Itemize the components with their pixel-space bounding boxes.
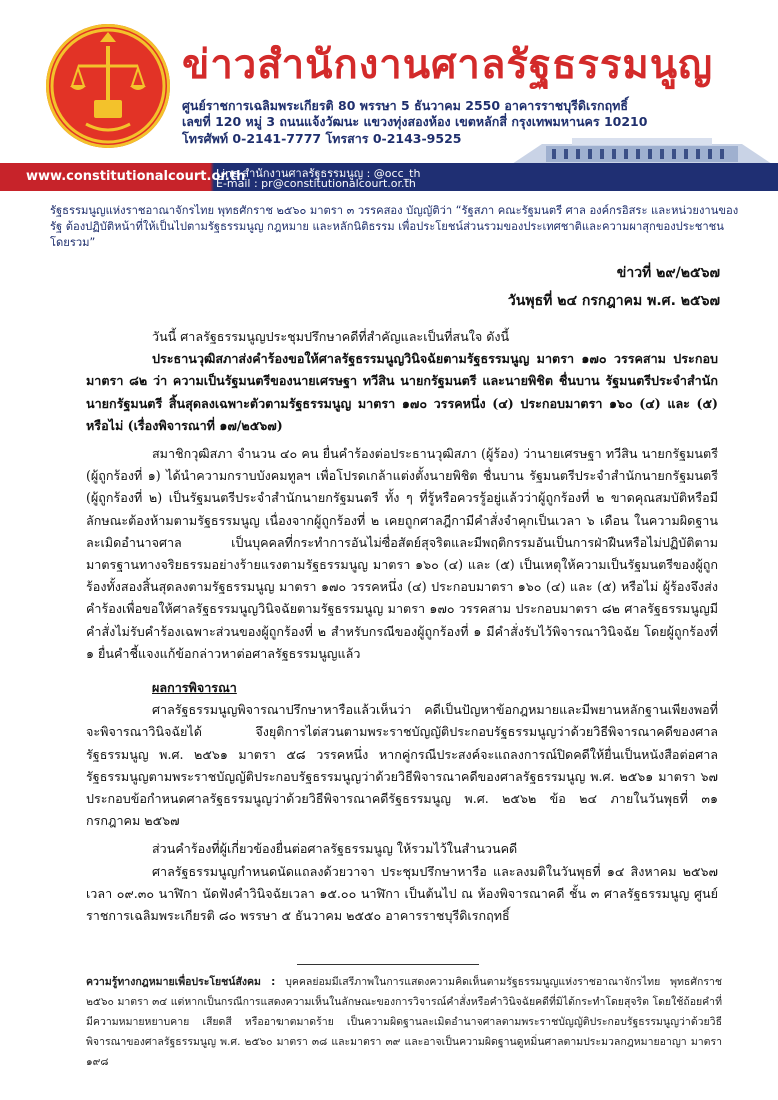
news-body [86,326,718,927]
contact-band [0,163,778,191]
phone-fax: โทรศัพท์ 0-2141-7777 โทรสาร 0-2143-9525 [182,131,462,146]
news-number: ข่าวที่ ๒๙/๒๕๖๗ [616,265,720,281]
email-contact: E-mail : pr@constitutionalcourt.or.th [216,177,416,190]
government-building-icon [512,134,772,166]
footnote-text: บุคคลย่อมมีเสรีภาพในการแสดงความคิดเห็นตามรัฐธรรมนูญแห่งราชอาณาจักรไทย พุทธศักราช ๒๕๖๐ มาตรา ๓๔ แต่หากเป็นกรณีการแสดงความเห็นในลักษณะของการวิจารณ์คำสั่งหรือคำวินิจฉัยคดีที่มิได้กระทำโดยสุจริต โดยใช้ถ้อยคำที่มีความหมายหยาบคาย เสียดสี หรืออาฆาตมาดร้าย เป็นความผิดฐานละเมิดอำนาจศาลตามพระราชบัญญัติประกอบรัฐธรรมนูญว่าด้วยวิธีพิจารณาของศาลรัฐธรรมนูญ พ.ศ. ๒๕๖๐ มาตรา ๓๘ และมาตรา ๓๙ และอาจเป็นความผิดฐานดูหมิ่นศาลตามประมวลกฎหมายอาญา มาตรา ๑๙๘ [86,976,723,1068]
line-contact: Line สำนักงานศาลรัฐธรรมนูญ : @occ_th [216,167,421,180]
footnote-divider [297,964,479,965]
footnote-label: ความรู้ทางกฎหมายเพื่อประโยชน์สังคม : [86,976,276,988]
address-line-2: เลขที่ 120 หมู่ 3 ถนนแจ้งวัฒนะ แขวงทุ่งสองห้อง เขตหลักสี่ กรุงเทพมหานคร 10210 [182,114,648,129]
case-title: ประธานวุฒิสภาส่งคำร้องขอให้ศาลรัฐธรรมนูญวินิจฉัยตามรัฐธรรมนูญ มาตรา ๑๗๐ วรรคสาม ประกอบมาตรา ๘๒ ว่า ความเป็นรัฐมนตรีของนายเศรษฐา ทวีสิน นายกรัฐมนตรี และนายพิชิต ชื่นบาน รัฐมนตรีประจำสำนักนายกรัฐมนตรี สิ้นสุดลงเฉพาะตัวตามรัฐธรรมนูญ มาตรา ๑๗๐ วรรคหนึ่ง (๔) ประกอบมาตรา ๑๖๐ (๔) และ (๕) หรือไม่ (เรื่องพิจารณาที่ ๑๗/๒๕๖๗) [86,351,718,433]
result-paragraph-3: ศาลรัฐธรรมนูญกำหนดนัดแถลงด้วยวาจา ประชุมปรึกษาหารือ และลงมติในวันพุธที่ ๑๔ สิงหาคม ๒๕๖๗ เวลา ๐๙.๓๐ นาฬิกา นัดฟังคำวินิจฉัยเวลา ๑๕.๐๐ นาฬิกา เป็นต้นไป ณ ห้องพิจารณาคดี ชั้น ๓ ศาลรัฐธรรมนูญ ศูนย์ราชการเฉลิมพระเกียรติ ๘๐ พรรษา ๕ ธันวาคม ๒๕๕๐ อาคารราชบุรีดิเรกฤทธิ์ [86,863,718,924]
constitution-quote: รัฐธรรมนูญแห่งราชอาณาจักรไทย พุทธศักราช ๒๕๖๐ มาตรา ๓ วรรคสอง บัญญัติว่า “รัฐสภา คณะรัฐมนตรี ศาล องค์กรอิสระ และหน่วยงานของรัฐ ต้องปฏิบัติหน้าที่ให้เป็นไปตามรัฐธรรมนูญ กฎหมาย และหลักนิติธรรม เพื่อประโยชน์ส่วนรวมของประเทศชาติและความผาสุกของประชาชนโดยรวม” [50,204,739,249]
address-line-1: ศูนย์ราชการเฉลิมพระเกียรติ 80 พรรษา 5 ธันวาคม 2550 อาคารราชบุรีดิเรกฤทธิ์ [182,98,629,113]
intro-paragraph: วันนี้ ศาลรัฐธรรมนูญประชุมปรึกษาคดีที่สำคัญและเป็นที่สนใจ ดังนี้ [152,329,510,344]
result-paragraph-1: ศาลรัฐธรรมนูญพิจารณาปรึกษาหารือแล้วเห็นว่า คดีเป็นปัญหาข้อกฎหมายและมีพยานหลักฐานเพียงพอที่จะพิจารณาวินิจฉัยได้ จึงยุติการไต่สวนตามพระราชบัญญัติประกอบรัฐธรรมนูญว่าด้วยวิธีพิจารณาคดีของศาลรัฐธรรมนูญ พ.ศ. ๒๕๖๑ มาตรา ๕๘ วรรคหนึ่ง หากคู่กรณีประสงค์จะแถลงการณ์ปิดคดีให้ยื่นเป็นหนังสือต่อศาลรัฐธรรมนูญตามพระราชบัญญัติประกอบรัฐธรรมนูญว่าด้วยวิธีพิจารณาคดีของศาลรัฐธรรมนูญ พ.ศ. ๒๕๖๑ มาตรา ๖๗ ประกอบข้อกำหนดศาลรัฐธรรมนูญว่าด้วยวิธีพิจารณาคดีรัฐธรรมนูญ พ.ศ. ๒๕๖๒ ข้อ ๒๔ ภายในวันพุธที่ ๓๑ กรกฎาคม ๒๕๖๗ [86,702,718,829]
news-date: วันพุธที่ ๒๔ กรกฎาคม พ.ศ. ๒๕๖๗ [507,293,720,309]
result-heading: ผลการพิจารณา [152,680,237,696]
legal-footnote [86,972,722,1072]
facts-paragraph: สมาชิกวุฒิสภา จำนวน ๔๐ คน ยื่นคำร้องต่อประธานวุฒิสภา (ผู้ร้อง) ว่านายเศรษฐา ทวีสิน นายกรัฐมนตรี (ผู้ถูกร้องที่ ๑) ได้นำความกราบบังคมทูลฯ เพื่อโปรดเกล้าแต่งตั้งนายพิชิต ชื่นบาน รัฐมนตรีประจำสำนักนายกรัฐมนตรี (ผู้ถูกร้องที่ ๒) เป็นรัฐมนตรีประจำสำนักนายกรัฐมนตรี ทั้ง ๆ ที่รู้หรือควรรู้อยู่แล้วว่าผู้ถูกร้องที่ ๒ ขาดคุณสมบัติหรือมีลักษณะต้องห้ามตามรัฐธรรมนูญ เนื่องจากผู้ถูกร้องที่ ๒ เคยถูกศาลฎีกามีคำสั่งจำคุกเป็นเวลา ๖ เดือน ในความผิดฐานละเมิดอำนาจศาล เป็นบุคคลที่กระทำการอันไม่ซื่อสัตย์สุจริตและมีพฤติกรรมอันเป็นการฝ่าฝืนหรือไม่ปฏิบัติตามมาตรฐานทางจริยธรรมอย่างร้ายแรงตามรัฐธรรมนูญ มาตรา ๑๖๐ (๔) และ (๕) เป็นเหตุให้ความเป็นรัฐมนตรีของผู้ถูกร้องทั้งสองสิ้นสุดลงตามรัฐธรรมนูญ มาตรา ๑๗๐ วรรคหนึ่ง (๔) ประกอบมาตรา ๑๖๐ (๔) และ (๕) หรือไม่ ผู้ร้องจึงส่งคำร้องเพื่อขอให้ศาลรัฐธรรมนูญวินิจฉัยตามรัฐธรรมนูญ มาตรา ๑๗๐ วรรคสาม ประกอบมาตรา ๘๒ ศาลรัฐธรรมนูญมีคำสั่งไม่รับคำร้องเฉพาะส่วนของผู้ถูกร้องที่ ๒ สำหรับกรณีของผู้ถูกร้องที่ ๑ มีคำสั่งรับไว้พิจารณาวินิจฉัย โดยผู้ถูกร้องที่ ๑ ยื่นคำชี้แจงแก้ข้อกล่าวหาต่อศาลรัฐธรรมนูญแล้ว [86,446,718,661]
publication-title: ข่าวสำนักงานศาลรัฐธรรมนูญ [182,42,714,88]
constitutional-court-seal-icon [46,24,170,148]
letterhead [0,0,778,192]
result-paragraph-2: ส่วนคำร้องที่ผู้เกี่ยวข้องยื่นต่อศาลรัฐธรรมนูญ ให้รวมไว้ในสำนวนคดี [152,841,518,857]
website-link[interactable]: www.constitutionalcourt.or.th [26,169,246,184]
